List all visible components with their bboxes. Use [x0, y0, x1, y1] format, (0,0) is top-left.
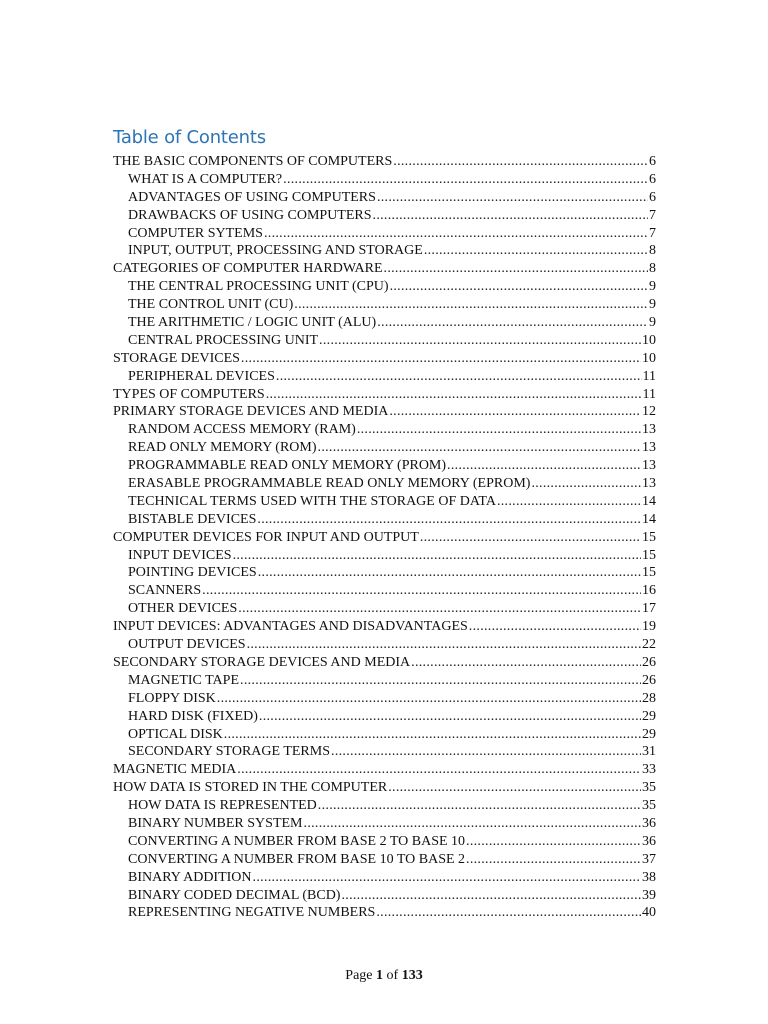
toc-entry[interactable]	[113, 242, 656, 260]
toc-dot-leader	[388, 779, 641, 797]
toc-entry-page[interactable]: 28	[642, 690, 656, 706]
toc-entry[interactable]	[113, 493, 656, 511]
toc-entry[interactable]	[113, 368, 656, 386]
toc-dot-leader	[393, 153, 648, 171]
toc-entry-page[interactable]: 36	[642, 815, 656, 831]
toc-entry[interactable]	[113, 153, 656, 171]
toc-entry-text[interactable]: SCANNERS	[128, 583, 202, 599]
toc-dot-leader	[259, 708, 641, 726]
toc-entry-text[interactable]: WHAT IS A COMPUTER?	[128, 171, 283, 187]
toc-entry-text[interactable]: CONVERTING A NUMBER FROM BASE 10 TO BASE 2	[128, 851, 466, 867]
toc-entry-text[interactable]: DRAWBACKS OF USING COMPUTERS	[128, 207, 372, 223]
toc-entry-text[interactable]: COMPUTER DEVICES FOR INPUT AND OUTPUT	[113, 529, 419, 545]
toc-dot-leader	[466, 851, 641, 869]
toc-entry[interactable]	[113, 582, 656, 600]
toc-entry-text[interactable]: ERASABLE PROGRAMMABLE READ ONLY MEMORY (EPROM)	[128, 476, 531, 492]
toc-dot-leader	[247, 636, 641, 654]
footer-of-label: of	[386, 968, 399, 983]
toc-dot-leader	[377, 189, 648, 207]
toc-entry-text[interactable]: OUTPUT DEVICES	[128, 637, 246, 653]
toc-entry[interactable]	[113, 833, 656, 851]
toc-entry-page[interactable]: 31	[642, 744, 656, 760]
toc-entry-text[interactable]: TYPES OF COMPUTERS	[113, 386, 265, 402]
toc-title: Table of Contents	[113, 127, 266, 148]
toc-entry-text[interactable]: ADVANTAGES OF USING COMPUTERS	[128, 189, 376, 205]
toc-entry-text[interactable]: CONVERTING A NUMBER FROM BASE 2 TO BASE 10	[128, 833, 466, 849]
toc-dot-leader	[331, 743, 641, 761]
toc-entry[interactable]	[113, 260, 656, 278]
toc-entry[interactable]	[113, 314, 656, 332]
toc-entry-page[interactable]: 11	[642, 368, 656, 384]
toc-dot-leader	[357, 421, 641, 439]
toc-entry[interactable]	[113, 189, 656, 207]
toc-dot-leader	[283, 171, 648, 189]
toc-entry-page[interactable]: 13	[642, 476, 656, 492]
toc-dot-leader	[377, 314, 648, 332]
toc-list	[113, 153, 656, 922]
toc-entry-text[interactable]: STORAGE DEVICES	[113, 350, 240, 366]
toc-entry-text[interactable]: CATEGORIES OF COMPUTER HARDWARE	[113, 261, 383, 277]
toc-entry-page[interactable]: 29	[642, 708, 656, 724]
toc-entry[interactable]	[113, 332, 656, 350]
toc-entry-page[interactable]: 35	[642, 798, 656, 814]
toc-entry-page[interactable]: 11	[642, 386, 656, 402]
toc-dot-leader	[384, 260, 648, 278]
toc-entry[interactable]	[113, 403, 656, 421]
toc-dot-leader	[304, 815, 641, 833]
toc-entry[interactable]	[113, 171, 656, 189]
toc-dot-leader	[341, 887, 641, 905]
toc-entry[interactable]	[113, 296, 656, 314]
toc-entry-page[interactable]: 9	[649, 297, 656, 313]
toc-dot-leader	[276, 368, 642, 386]
toc-dot-leader	[420, 529, 641, 547]
toc-entry[interactable]	[113, 761, 656, 779]
footer-total-pages: 133	[401, 968, 423, 983]
toc-dot-leader	[217, 690, 641, 708]
toc-entry[interactable]	[113, 564, 656, 582]
toc-entry-text[interactable]: THE CENTRAL PROCESSING UNIT (CPU)	[128, 279, 389, 295]
toc-entry-text[interactable]: READ ONLY MEMORY (ROM)	[128, 440, 317, 456]
page-footer	[0, 968, 768, 984]
toc-entry-text[interactable]: OTHER DEVICES	[128, 601, 238, 617]
toc-dot-leader	[389, 403, 641, 421]
toc-entry-page[interactable]: 14	[642, 511, 656, 527]
toc-dot-leader	[257, 511, 641, 529]
toc-entry-page[interactable]: 26	[642, 654, 656, 670]
toc-dot-leader	[319, 332, 641, 350]
toc-entry[interactable]	[113, 225, 656, 243]
toc-entry-page[interactable]: 7	[649, 225, 656, 241]
toc-entry[interactable]	[113, 547, 656, 565]
toc-dot-leader	[373, 207, 648, 225]
toc-dot-leader	[202, 582, 641, 600]
toc-entry-text[interactable]: RANDOM ACCESS MEMORY (RAM)	[128, 422, 356, 438]
toc-dot-leader	[233, 547, 641, 565]
toc-entry[interactable]	[113, 421, 656, 439]
toc-dot-leader	[390, 278, 648, 296]
toc-dot-leader	[266, 386, 642, 404]
toc-entry[interactable]	[113, 529, 656, 547]
toc-entry-text[interactable]: OPTICAL DISK	[128, 726, 223, 742]
toc-entry-text[interactable]: THE BASIC COMPONENTS OF COMPUTERS	[113, 154, 393, 169]
toc-entry-page[interactable]: 13	[642, 422, 656, 438]
toc-dot-leader	[376, 904, 641, 922]
toc-dot-leader	[318, 797, 641, 815]
toc-dot-leader	[258, 564, 641, 582]
toc-entry[interactable]	[113, 386, 656, 404]
toc-dot-leader	[240, 672, 641, 690]
toc-entry[interactable]	[113, 654, 656, 672]
toc-entry-page[interactable]: 15	[642, 529, 656, 545]
toc-entry-page[interactable]: 40	[642, 905, 656, 921]
toc-entry-page[interactable]: 13	[642, 440, 656, 456]
toc-entry-text[interactable]: PROGRAMMABLE READ ONLY MEMORY (PROM)	[128, 458, 447, 474]
toc-dot-leader	[411, 654, 641, 672]
toc-dot-leader	[318, 439, 641, 457]
toc-entry-page[interactable]: 10	[642, 332, 656, 348]
toc-entry-page[interactable]: 35	[642, 780, 656, 796]
toc-entry[interactable]	[113, 851, 656, 869]
toc-entry-text[interactable]: SECONDARY STORAGE TERMS	[128, 744, 331, 760]
toc-entry[interactable]	[113, 672, 656, 690]
toc-entry-page[interactable]: 17	[642, 601, 656, 617]
toc-dot-leader	[447, 457, 641, 475]
toc-entry-text[interactable]: THE CONTROL UNIT (CU)	[128, 297, 294, 313]
toc-entry[interactable]	[113, 439, 656, 457]
toc-entry-page[interactable]: 37	[642, 851, 656, 867]
toc-entry[interactable]	[113, 726, 656, 744]
toc-entry-page[interactable]: 38	[642, 869, 656, 885]
toc-dot-leader	[241, 350, 641, 368]
toc-entry-page[interactable]: 8	[649, 243, 656, 259]
toc-entry[interactable]	[113, 207, 656, 225]
toc-entry-text[interactable]: INPUT, OUTPUT, PROCESSING AND STORAGE	[128, 243, 423, 259]
toc-dot-leader	[531, 475, 641, 493]
toc-entry-text[interactable]: BISTABLE DEVICES	[128, 511, 257, 527]
toc-entry-page[interactable]: 14	[642, 493, 656, 509]
toc-entry-text[interactable]: HARD DISK (FIXED)	[128, 708, 258, 724]
toc-entry-text[interactable]: SECONDARY STORAGE DEVICES AND MEDIA	[113, 654, 411, 670]
toc-entry-page[interactable]: 33	[642, 762, 656, 778]
toc-entry-text[interactable]: INPUT DEVICES	[128, 547, 232, 563]
toc-entry[interactable]	[113, 618, 656, 636]
toc-entry-page[interactable]: 6	[649, 171, 656, 187]
toc-entry-page[interactable]: 9	[649, 279, 656, 295]
toc-entry-page[interactable]: 26	[642, 672, 656, 688]
toc-entry[interactable]	[113, 779, 656, 797]
footer-current-page: 1	[376, 968, 384, 983]
toc-entry-page[interactable]: 36	[642, 833, 656, 849]
toc-entry-page[interactable]: 16	[642, 583, 656, 599]
toc-entry-page[interactable]: 19	[642, 619, 656, 635]
toc-entry[interactable]	[113, 278, 656, 296]
toc-entry-text[interactable]: REPRESENTING NEGATIVE NUMBERS	[128, 905, 376, 921]
toc-entry-text[interactable]: BINARY ADDITION	[128, 869, 252, 885]
toc-entry-page[interactable]: 6	[649, 154, 656, 169]
toc-entry-text[interactable]: THE ARITHMETIC / LOGIC UNIT (ALU)	[128, 315, 377, 331]
toc-entry[interactable]	[113, 350, 656, 368]
toc-entry[interactable]	[113, 815, 656, 833]
toc-dot-leader	[469, 618, 641, 636]
toc-entry-page[interactable]: 22	[642, 637, 656, 653]
toc-entry[interactable]	[113, 887, 656, 905]
toc-dot-leader	[238, 600, 641, 618]
toc-entry-page[interactable]: 6	[649, 189, 656, 205]
toc-entry[interactable]	[113, 600, 656, 618]
toc-entry-page[interactable]: 15	[642, 565, 656, 581]
toc-entry[interactable]	[113, 511, 656, 529]
toc-entry-page[interactable]: 8	[649, 261, 656, 277]
toc-entry-text[interactable]: BINARY CODED DECIMAL (BCD)	[128, 887, 341, 903]
toc-entry-page[interactable]: 12	[642, 404, 656, 420]
toc-entry-text[interactable]: BINARY NUMBER SYSTEM	[128, 815, 303, 831]
toc-dot-leader	[264, 225, 648, 243]
toc-entry-text[interactable]: COMPUTER SYTEMS	[128, 225, 263, 241]
toc-entry-text[interactable]: HOW DATA IS REPRESENTED	[128, 798, 317, 814]
toc-entry-page[interactable]: 15	[642, 547, 656, 563]
toc-entry[interactable]	[113, 869, 656, 887]
footer-page-label: Page	[345, 968, 373, 983]
toc-entry-text[interactable]: CENTRAL PROCESSING UNIT	[128, 332, 319, 348]
toc-entry[interactable]	[113, 690, 656, 708]
toc-entry[interactable]	[113, 708, 656, 726]
toc-entry[interactable]	[113, 475, 656, 493]
toc-entry-text[interactable]: MAGNETIC MEDIA	[113, 762, 237, 778]
toc-dot-leader	[224, 726, 641, 744]
toc-entry-text[interactable]: TECHNICAL TERMS USED WITH THE STORAGE OF DATA	[128, 493, 496, 509]
toc-entry-text[interactable]: MAGNETIC TAPE	[128, 672, 240, 688]
toc-entry-text[interactable]: HOW DATA IS STORED IN THE COMPUTER	[113, 780, 388, 796]
toc-dot-leader	[466, 833, 641, 851]
toc-dot-leader	[424, 242, 648, 260]
toc-entry-text[interactable]: INPUT DEVICES: ADVANTAGES AND DISADVANTAGES	[113, 619, 468, 635]
toc-entry-page[interactable]: 29	[642, 726, 656, 742]
toc-dot-leader	[237, 761, 641, 779]
toc-dot-leader	[294, 296, 648, 314]
toc-entry-page[interactable]: 39	[642, 887, 656, 903]
toc-entry-page[interactable]: 7	[649, 207, 656, 223]
toc-entry-text[interactable]: PERIPHERAL DEVICES	[128, 368, 275, 384]
toc-entry-page[interactable]: 9	[649, 315, 656, 331]
toc-entry-text[interactable]: POINTING DEVICES	[128, 565, 257, 581]
toc-entry[interactable]	[113, 457, 656, 475]
toc-dot-leader	[253, 869, 641, 887]
toc-dot-leader	[497, 493, 641, 511]
toc-entry[interactable]	[113, 743, 656, 761]
toc-entry-text[interactable]: PRIMARY STORAGE DEVICES AND MEDIA	[113, 404, 389, 420]
toc-entry[interactable]	[113, 904, 656, 922]
toc-entry-page[interactable]: 10	[642, 350, 656, 366]
toc-entry-text[interactable]: FLOPPY DISK	[128, 690, 216, 706]
toc-entry[interactable]	[113, 636, 656, 654]
toc-entry-page[interactable]: 13	[642, 458, 656, 474]
toc-entry[interactable]	[113, 797, 656, 815]
